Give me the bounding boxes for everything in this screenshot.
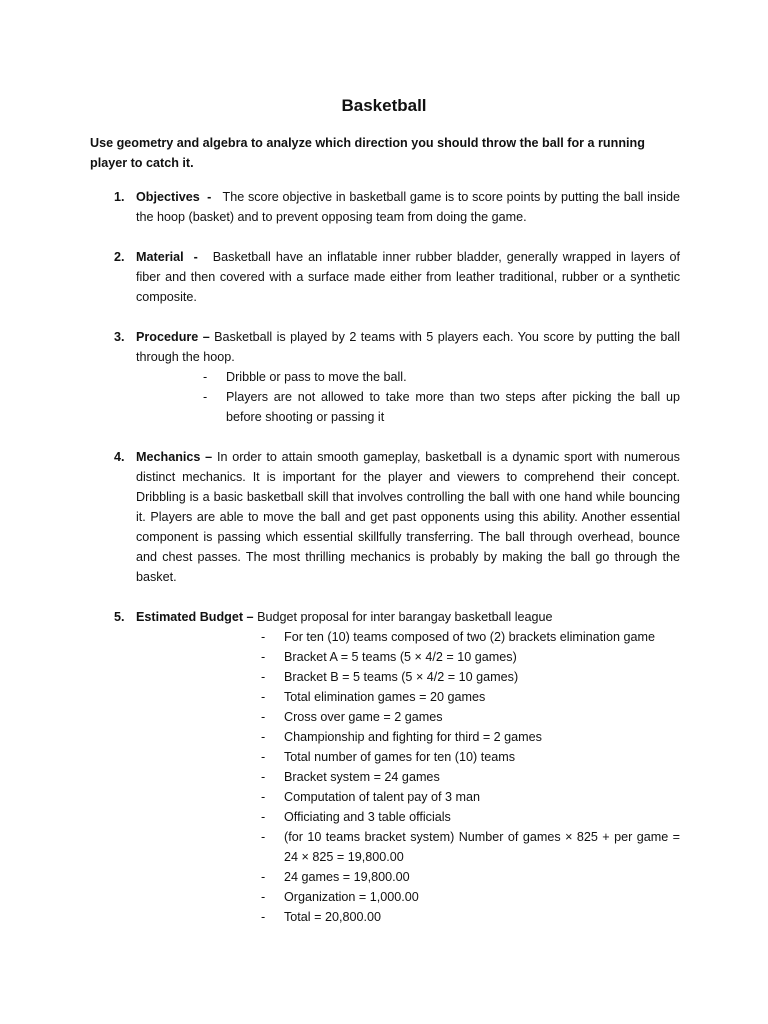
list-item (261, 707, 680, 727)
dash-bullet: - (261, 770, 266, 784)
dash-bullet: - (203, 390, 208, 404)
bullet-text: Organization = 1,000.00 (284, 890, 419, 904)
section-number: 3. (114, 330, 125, 344)
procedure-bullets (203, 367, 680, 427)
dash-bullet: - (261, 890, 266, 904)
list-item (261, 727, 680, 747)
section-text: Basketball have an inflatable inner rubber bladder, generally wrapped in layers of fiber and then covered with a surface made either from leather traditional, rubber or a synthetic composite. (136, 250, 680, 304)
dash-bullet: - (261, 670, 266, 684)
list-item (261, 827, 680, 867)
intro-paragraph: Use geometry and algebra to analyze which direction you should throw the ball for a running player to catch it. (90, 136, 645, 170)
section-number: 1. (114, 190, 125, 204)
list-item (261, 767, 680, 787)
bullet-text: Total = 20,800.00 (284, 910, 381, 924)
section-separator: – (198, 330, 215, 344)
list-item (261, 807, 680, 827)
dash-bullet: - (261, 830, 266, 844)
list-item (261, 747, 680, 767)
list-item (261, 687, 680, 707)
section-material (90, 247, 680, 307)
section-separator: - (199, 190, 223, 204)
dash-bullet: - (261, 810, 266, 824)
bullet-text: Total elimination games = 20 games (284, 690, 486, 704)
bullet-text: (for 10 teams bracket system) Number of games × 825 + per game = 24 × 825 = 19,800.00 (284, 830, 680, 864)
bullet-text: Officiating and 3 table officials (284, 810, 451, 824)
section-separator: – (243, 610, 258, 624)
bullet-text: Bracket B = 5 teams (5 × 4/2 = 10 games) (284, 670, 519, 684)
section-objectives (90, 187, 680, 227)
dash-bullet: - (261, 910, 266, 924)
bullet-text: Total number of games for ten (10) teams (284, 750, 515, 764)
dash-bullet: - (261, 710, 266, 724)
section-text: Basketball is played by 2 teams with 5 players each. You score by putting the ball through the hoop. (136, 330, 680, 364)
section-heading: Material (136, 250, 184, 264)
section-separator: – (200, 450, 217, 464)
dash-bullet: - (261, 730, 266, 744)
list-item (261, 787, 680, 807)
section-number: 4. (114, 450, 125, 464)
section-number: 2. (114, 250, 125, 264)
dash-bullet: - (261, 650, 266, 664)
list-item (203, 387, 680, 427)
dash-bullet: - (261, 790, 266, 804)
bullet-text: 24 games = 19,800.00 (284, 870, 410, 884)
bullet-text: Dribble or pass to move the ball. (226, 370, 407, 384)
section-mechanics (90, 447, 680, 587)
list-item (261, 647, 680, 667)
section-estimated-budget (90, 607, 680, 927)
bullet-text: Championship and fighting for third = 2 games (284, 730, 542, 744)
bullet-text: For ten (10) teams composed of two (2) brackets elimination game (284, 630, 655, 644)
bullet-text: Bracket system = 24 games (284, 770, 440, 784)
bullet-text: Bracket A = 5 teams (5 × 4/2 = 10 games) (284, 650, 517, 664)
dash-bullet: - (261, 690, 266, 704)
bullet-text: Computation of talent pay of 3 man (284, 790, 481, 804)
list-item (203, 367, 680, 387)
budget-bullets (261, 627, 680, 927)
section-number: 5. (114, 610, 125, 624)
list-item (261, 867, 680, 887)
section-heading: Objectives (136, 190, 200, 204)
dash-bullet: - (261, 750, 266, 764)
section-list (90, 187, 680, 947)
list-item (261, 667, 680, 687)
list-item (261, 907, 680, 927)
section-heading: Estimated Budget (136, 610, 244, 624)
section-text: Budget proposal for inter barangay basketball league (257, 610, 553, 624)
list-item (261, 627, 680, 647)
section-separator: - (183, 250, 213, 264)
bullet-text: Players are not allowed to take more than two steps after picking the ball up before shooting or passing it (226, 390, 680, 424)
section-text: The score objective in basketball game is to score points by putting the ball inside the hoop (basket) and to prevent opposing team from doing the game. (136, 190, 680, 224)
dash-bullet: - (261, 870, 266, 884)
dash-bullet: - (261, 630, 266, 644)
section-procedure (90, 327, 680, 427)
document-title: Basketball (341, 96, 427, 115)
list-item (261, 887, 680, 907)
bullet-text: Cross over game = 2 games (284, 710, 443, 724)
section-heading: Procedure (136, 330, 199, 344)
section-heading: Mechanics (136, 450, 201, 464)
section-text: In order to attain smooth gameplay, basketball is a dynamic sport with numerous distinct mechanics. It is important for the player and viewers to comprehend their concept. Dribbling is a basic basketball skill that involves controlling the ball with one hand while bouncing it. Players are able to move the ball and get past opponents using this ability. Another essential component is passing which essential skillfully transferring. The ball through overhead, bounce and chest passes. The most thrilling mechanics is probably by making the ball go through the basket. (136, 450, 680, 584)
dash-bullet: - (203, 370, 208, 384)
